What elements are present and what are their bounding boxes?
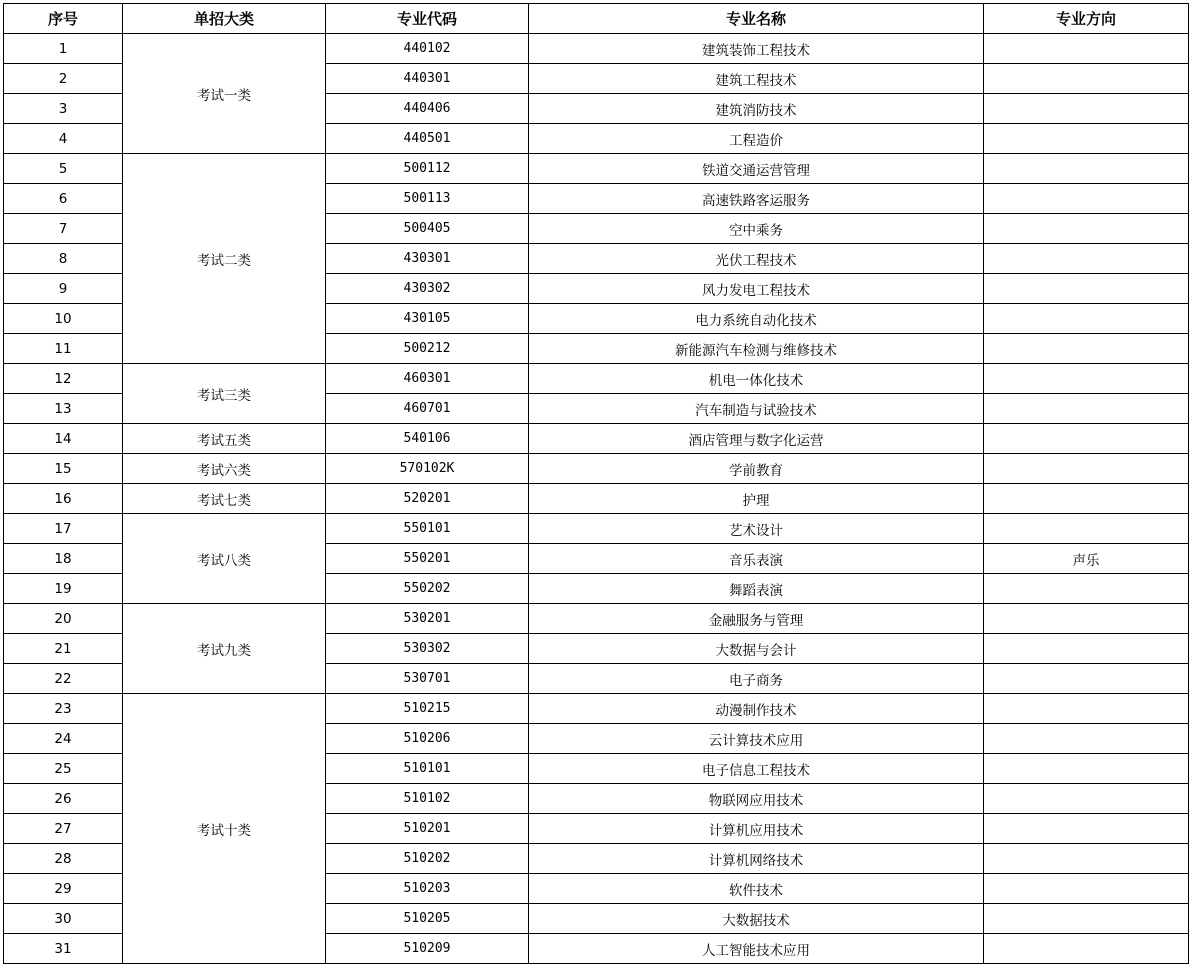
major-name-cell: 学前教育 (529, 454, 984, 484)
direction-cell (984, 274, 1189, 304)
serial-cell: 16 (4, 484, 123, 514)
direction-cell (984, 454, 1189, 484)
direction-cell (984, 514, 1189, 544)
major-name-cell: 电子信息工程技术 (529, 754, 984, 784)
code-cell: 460701 (326, 394, 529, 424)
direction-cell (984, 184, 1189, 214)
code-cell: 510206 (326, 724, 529, 754)
header-direction: 专业方向 (984, 4, 1189, 34)
direction-cell (984, 304, 1189, 334)
code-cell: 530302 (326, 634, 529, 664)
direction-cell (984, 904, 1189, 934)
major-name-cell: 新能源汽车检测与维修技术 (529, 334, 984, 364)
direction-cell (984, 124, 1189, 154)
major-name-cell: 动漫制作技术 (529, 694, 984, 724)
serial-cell: 1 (4, 34, 123, 64)
serial-cell: 10 (4, 304, 123, 334)
direction-cell (984, 724, 1189, 754)
header-row (4, 4, 1189, 34)
code-cell: 510203 (326, 874, 529, 904)
serial-cell: 6 (4, 184, 123, 214)
code-cell: 440501 (326, 124, 529, 154)
major-name-cell: 金融服务与管理 (529, 604, 984, 634)
direction-cell (984, 754, 1189, 784)
major-name-cell: 大数据与会计 (529, 634, 984, 664)
code-cell: 550101 (326, 514, 529, 544)
code-cell: 430301 (326, 244, 529, 274)
direction-cell (984, 634, 1189, 664)
major-name-cell: 机电一体化技术 (529, 364, 984, 394)
major-name-cell: 高速铁路客运服务 (529, 184, 984, 214)
code-cell: 550201 (326, 544, 529, 574)
serial-cell: 31 (4, 934, 123, 964)
direction-cell (984, 814, 1189, 844)
major-name-cell: 建筑工程技术 (529, 64, 984, 94)
major-name-cell: 建筑装饰工程技术 (529, 34, 984, 64)
serial-cell: 25 (4, 754, 123, 784)
category-cell: 考试五类 (123, 424, 326, 454)
code-cell: 510201 (326, 814, 529, 844)
serial-cell: 12 (4, 364, 123, 394)
direction-cell (984, 694, 1189, 724)
serial-cell: 28 (4, 844, 123, 874)
header-code: 专业代码 (326, 4, 529, 34)
serial-cell: 18 (4, 544, 123, 574)
major-name-cell: 软件技术 (529, 874, 984, 904)
serial-cell: 8 (4, 244, 123, 274)
serial-cell: 24 (4, 724, 123, 754)
direction-cell (984, 244, 1189, 274)
major-name-cell: 护理 (529, 484, 984, 514)
direction-cell (984, 604, 1189, 634)
major-name-cell: 风力发电工程技术 (529, 274, 984, 304)
major-name-cell: 电力系统自动化技术 (529, 304, 984, 334)
code-cell: 510215 (326, 694, 529, 724)
direction-cell (984, 364, 1189, 394)
major-name-cell: 物联网应用技术 (529, 784, 984, 814)
code-cell: 440406 (326, 94, 529, 124)
serial-cell: 13 (4, 394, 123, 424)
direction-cell (984, 574, 1189, 604)
code-cell: 430302 (326, 274, 529, 304)
serial-cell: 7 (4, 214, 123, 244)
major-name-cell: 音乐表演 (529, 544, 984, 574)
code-cell: 550202 (326, 574, 529, 604)
major-name-cell: 工程造价 (529, 124, 984, 154)
category-cell: 考试三类 (123, 364, 326, 424)
table-row (4, 514, 1189, 544)
direction-cell (984, 844, 1189, 874)
category-cell: 考试二类 (123, 154, 326, 364)
direction-cell (984, 934, 1189, 964)
code-cell: 570102K (326, 454, 529, 484)
table-body (4, 34, 1189, 964)
code-cell: 500212 (326, 334, 529, 364)
direction-cell (984, 64, 1189, 94)
code-cell: 440301 (326, 64, 529, 94)
serial-cell: 5 (4, 154, 123, 184)
category-cell: 考试七类 (123, 484, 326, 514)
serial-cell: 21 (4, 634, 123, 664)
serial-cell: 20 (4, 604, 123, 634)
serial-cell: 22 (4, 664, 123, 694)
code-cell: 530701 (326, 664, 529, 694)
serial-cell: 30 (4, 904, 123, 934)
category-cell: 考试十类 (123, 694, 326, 964)
code-cell: 430105 (326, 304, 529, 334)
major-name-cell: 云计算技术应用 (529, 724, 984, 754)
serial-cell: 15 (4, 454, 123, 484)
code-cell: 530201 (326, 604, 529, 634)
major-name-cell: 舞蹈表演 (529, 574, 984, 604)
major-name-cell: 建筑消防技术 (529, 94, 984, 124)
table-row (4, 604, 1189, 634)
serial-cell: 9 (4, 274, 123, 304)
direction-cell (984, 664, 1189, 694)
code-cell: 440102 (326, 34, 529, 64)
major-name-cell: 大数据技术 (529, 904, 984, 934)
serial-cell: 17 (4, 514, 123, 544)
code-cell: 500405 (326, 214, 529, 244)
code-cell: 510205 (326, 904, 529, 934)
code-cell: 500112 (326, 154, 529, 184)
direction-cell (984, 34, 1189, 64)
serial-cell: 26 (4, 784, 123, 814)
direction-cell (984, 214, 1189, 244)
direction-cell (984, 154, 1189, 184)
major-name-cell: 计算机应用技术 (529, 814, 984, 844)
serial-cell: 29 (4, 874, 123, 904)
major-name-cell: 汽车制造与试验技术 (529, 394, 984, 424)
major-name-cell: 人工智能技术应用 (529, 934, 984, 964)
table-row (4, 364, 1189, 394)
header-name: 专业名称 (529, 4, 984, 34)
serial-cell: 4 (4, 124, 123, 154)
major-name-cell: 酒店管理与数字化运营 (529, 424, 984, 454)
direction-cell (984, 94, 1189, 124)
category-cell: 考试六类 (123, 454, 326, 484)
code-cell: 510209 (326, 934, 529, 964)
direction-cell: 声乐 (984, 544, 1189, 574)
serial-cell: 23 (4, 694, 123, 724)
serial-cell: 19 (4, 574, 123, 604)
serial-cell: 27 (4, 814, 123, 844)
major-name-cell: 铁道交通运营管理 (529, 154, 984, 184)
direction-cell (984, 484, 1189, 514)
code-cell: 460301 (326, 364, 529, 394)
majors-table (3, 3, 1189, 964)
table-row (4, 154, 1189, 184)
code-cell: 540106 (326, 424, 529, 454)
major-name-cell: 光伏工程技术 (529, 244, 984, 274)
serial-cell: 11 (4, 334, 123, 364)
major-name-cell: 空中乘务 (529, 214, 984, 244)
major-name-cell: 艺术设计 (529, 514, 984, 544)
table-row (4, 454, 1189, 484)
category-cell: 考试八类 (123, 514, 326, 604)
major-name-cell: 电子商务 (529, 664, 984, 694)
serial-cell: 14 (4, 424, 123, 454)
category-cell: 考试九类 (123, 604, 326, 694)
direction-cell (984, 334, 1189, 364)
direction-cell (984, 394, 1189, 424)
code-cell: 510101 (326, 754, 529, 784)
table-row (4, 34, 1189, 64)
direction-cell (984, 874, 1189, 904)
serial-cell: 3 (4, 94, 123, 124)
direction-cell (984, 784, 1189, 814)
category-cell: 考试一类 (123, 34, 326, 154)
serial-cell: 2 (4, 64, 123, 94)
code-cell: 520201 (326, 484, 529, 514)
header-category: 单招大类 (123, 4, 326, 34)
header-serial: 序号 (4, 4, 123, 34)
direction-cell (984, 424, 1189, 454)
major-name-cell: 计算机网络技术 (529, 844, 984, 874)
code-cell: 500113 (326, 184, 529, 214)
table-row (4, 694, 1189, 724)
code-cell: 510102 (326, 784, 529, 814)
code-cell: 510202 (326, 844, 529, 874)
table-row (4, 484, 1189, 514)
table-row (4, 424, 1189, 454)
